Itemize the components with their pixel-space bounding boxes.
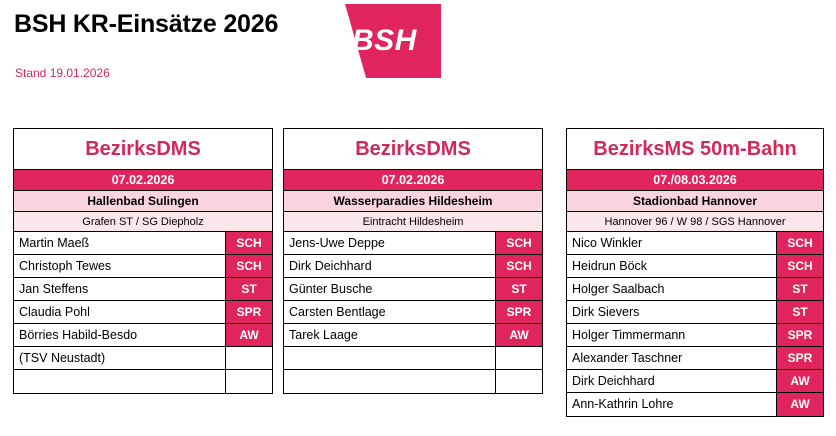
official-role <box>495 370 542 393</box>
official-name: Holger Saalbach <box>572 282 665 296</box>
event-title: BezirksMS 50m-Bahn <box>567 129 823 170</box>
table-row <box>284 232 542 255</box>
table-row <box>284 370 542 393</box>
table-row <box>14 347 272 370</box>
official-name: (TSV Neustadt) <box>19 351 106 365</box>
table-row <box>14 278 272 301</box>
table-row <box>14 370 272 393</box>
official-name: Dirk Deichhard <box>572 374 655 388</box>
official-name: Martin Maeß <box>19 236 90 250</box>
official-role: SPR <box>495 301 542 323</box>
official-name: Christoph Tewes <box>19 259 112 273</box>
table-row <box>284 301 542 324</box>
event-table <box>13 128 273 394</box>
table-row <box>284 324 542 347</box>
event-title: BezirksDMS <box>14 129 272 170</box>
official-role: SCH <box>495 232 542 254</box>
official-name: Heidrun Böck <box>572 259 648 273</box>
event-venue: Wasserparadies Hildesheim <box>284 191 542 212</box>
table-row <box>567 232 823 255</box>
event-title: BezirksDMS <box>284 129 542 170</box>
bsh-logo-text: BSH <box>352 24 417 57</box>
event-date: 07.02.2026 <box>284 170 542 191</box>
official-name: Jens-Uwe Deppe <box>289 236 385 250</box>
table-row <box>284 278 542 301</box>
official-role: SPR <box>776 347 823 369</box>
table-row <box>284 347 542 370</box>
official-role: SPR <box>225 301 272 323</box>
table-row <box>567 255 823 278</box>
table-row <box>14 301 272 324</box>
official-name: Günter Busche <box>289 282 373 296</box>
official-name: Carsten Bentlage <box>289 305 386 319</box>
official-role: ST <box>495 278 542 300</box>
official-role: SCH <box>776 255 823 277</box>
official-role: AW <box>225 324 272 346</box>
official-name: Tarek Laage <box>289 328 358 342</box>
official-role: ST <box>776 301 823 323</box>
event-table <box>283 128 543 394</box>
official-name <box>14 370 225 393</box>
official-name: Dirk Deichhard <box>289 259 372 273</box>
official-role: SCH <box>225 255 272 277</box>
table-row <box>567 301 823 324</box>
page-title: BSH KR-Einsätze 2026 <box>14 10 279 38</box>
official-name <box>284 370 495 393</box>
official-role: SCH <box>225 232 272 254</box>
event-date: 07.02.2026 <box>14 170 272 191</box>
official-role <box>225 347 272 369</box>
event-table <box>566 128 824 417</box>
official-role: ST <box>776 278 823 300</box>
table-row <box>567 393 823 416</box>
event-club: Hannover 96 / W 98 / SGS Hannover <box>567 212 823 232</box>
official-name: Holger Timmermann <box>572 328 686 342</box>
official-name: Jan Steffens <box>19 282 89 296</box>
official-role: SCH <box>495 255 542 277</box>
official-name: Dirk Sievers <box>572 305 640 319</box>
status-date: Stand 19.01.2026 <box>15 66 110 80</box>
event-club: Eintracht Hildesheim <box>284 212 542 232</box>
official-name: Ann-Kathrin Lohre <box>572 397 674 411</box>
table-row <box>567 278 823 301</box>
official-role: ST <box>225 278 272 300</box>
event-date: 07./08.03.2026 <box>567 170 823 191</box>
table-row <box>567 324 823 347</box>
table-row <box>567 370 823 393</box>
table-row <box>284 255 542 278</box>
event-venue: Stadionbad Hannover <box>567 191 823 212</box>
official-name: Alexander Taschner <box>572 351 683 365</box>
official-role <box>495 347 542 369</box>
official-role: AW <box>776 393 823 416</box>
official-role: AW <box>495 324 542 346</box>
official-role <box>225 370 272 393</box>
table-row <box>14 255 272 278</box>
official-name: Börries Habild-Besdo <box>19 328 138 342</box>
page-header <box>0 0 836 120</box>
table-row <box>567 347 823 370</box>
official-name: Claudia Pohl <box>19 305 90 319</box>
official-role: AW <box>776 370 823 392</box>
official-role: SCH <box>776 232 823 254</box>
event-club: Grafen ST / SG Diepholz <box>14 212 272 232</box>
table-row <box>14 232 272 255</box>
official-role: SPR <box>776 324 823 346</box>
official-name <box>284 347 495 369</box>
table-row <box>14 324 272 347</box>
official-name: Nico Winkler <box>572 236 643 250</box>
event-venue: Hallenbad Sulingen <box>14 191 272 212</box>
